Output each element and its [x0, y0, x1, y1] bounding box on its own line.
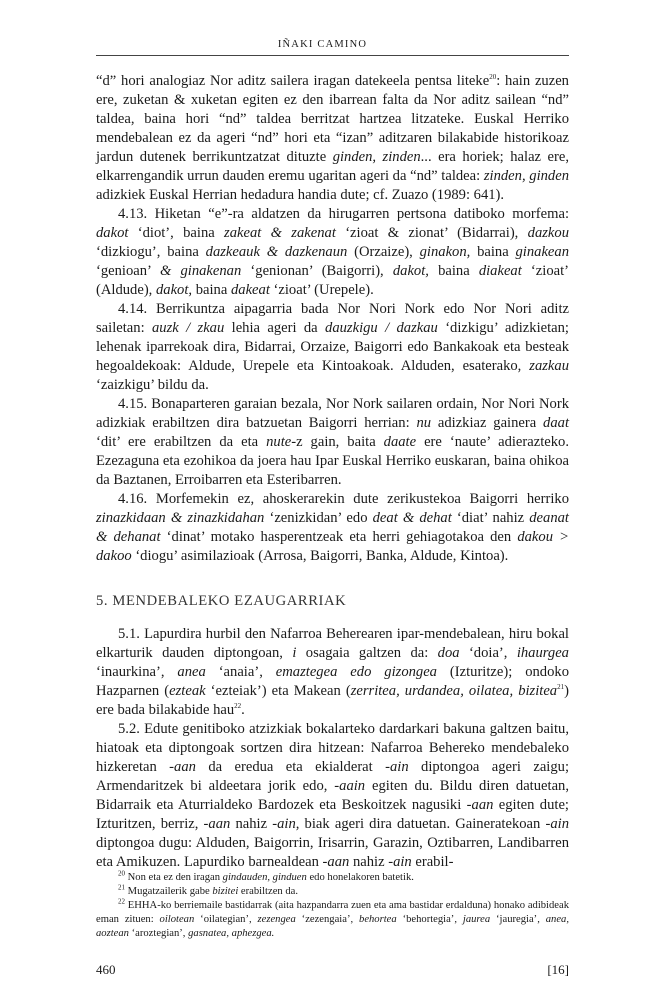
text-run: 4.14. Berrikuntza aipagarria bada Nor Nori Nork edo Nor Nori aditz sailetan:	[96, 301, 569, 336]
italic-term: dakou > dakoo	[96, 529, 569, 564]
italic-term: -aan	[203, 816, 231, 832]
italic-term: dakot	[96, 225, 129, 241]
text-run: ‘aroztegian’,	[128, 928, 189, 939]
text-run: ‘inaurkina’,	[96, 664, 178, 680]
italic-term: diakeat	[478, 263, 522, 279]
text-run: ‘ezteiak’) eta Makean (	[205, 683, 351, 699]
text-run: ‘zioat & zionat’ (Bidarrai),	[335, 225, 528, 241]
italic-term: -aan	[169, 759, 196, 775]
italic-term: zakeat & zakenat	[224, 225, 336, 241]
footnote-marker: 21	[118, 883, 125, 892]
italic-term: gasnatea, aphezgea.	[188, 928, 275, 939]
text-run: 4.13. Hiketan “e”-ra aldatzen da hirugarren pertsona datiboko morfema:	[118, 206, 569, 222]
italic-term: i	[292, 645, 297, 661]
italic-term: deanat & dehanat	[96, 510, 569, 545]
paragraph-4-14	[96, 300, 569, 395]
text-run: -z gain, baita	[291, 434, 384, 450]
italic-term: zazkau	[529, 358, 569, 374]
text-run: diptongoa ageri zaigu; Armendaritzek bi aldeetara jorik edo,	[96, 759, 569, 794]
text-run: ‘genionan’ (Baigorri),	[241, 263, 393, 279]
italic-term: ginden, zinden	[332, 149, 421, 165]
italic-term: gindauden, ginduen	[222, 872, 307, 883]
italic-term: dakot,	[155, 282, 193, 298]
text-run: erabil-	[411, 854, 454, 870]
italic-term: doa	[437, 645, 460, 661]
text-run: biak ageri dira datuetan. Gaineratekoan	[299, 816, 546, 832]
text-run: : hain zuzen ere, zuketan & xuketan egiten ez den ibarrean falta da Nor aditz sailean “nd” taldea, baina hori “nd” taldea berritzat hartzea litzateke. Euskal Herriko mendebalean ez da ageri “nd” hori eta “izan” aditzaren bilakabide historikoaz jardun dutenek berrikuntzatzat dituzte	[96, 73, 569, 165]
text-run: 4.15. Bonaparteren garaian bezala, Nor Nork sailaren ordain, Nor Nori Nork adizkiak erabiltzen dira batzuetan Baigorri herrian:	[96, 396, 569, 431]
text-run: ‘diat’ nahiz	[451, 510, 530, 526]
footnote-22	[96, 899, 569, 941]
text-run: ‘jauregia’,	[490, 914, 546, 925]
text-run: 5.2. Edute genitiboko atzizkiak bokalarteko dardarkari bakuna galtzen baitu, hiatoak eta diptongoak sortzen dira hitzean: Nafarroa Behereko mendebaleko hizkeretan	[96, 721, 569, 775]
text-run: ‘zenizkidan’ edo	[264, 510, 373, 526]
italic-term: ezteak	[169, 683, 206, 699]
italic-term: ginakon,	[419, 244, 471, 260]
paragraph-5-2	[96, 720, 569, 872]
text-run: adizkiaz gainera	[431, 415, 544, 431]
text-run: EHHA-ko berriemaile bastidarrak (aita hazpandarra zuen eta ama bastidar erdalduna) honako adibideak eman zituen:	[96, 900, 569, 925]
italic-term: dakeat	[230, 282, 270, 298]
text-run: osagaia galtzen da:	[296, 645, 438, 661]
text-run: ) ere bada bilakabide hau	[96, 683, 569, 718]
text-run: ‘zioat’ (Aldude),	[96, 263, 570, 298]
page-number: 460	[96, 962, 116, 977]
text-run: lehia ageri da	[224, 320, 326, 336]
text-run: egiten dute; Izturitzen, berriz,	[96, 797, 569, 832]
text-run: ‘dinat’ motako hasperentzeak eta herri gehiagotakoa den	[160, 529, 518, 545]
paragraph-4-15	[96, 395, 569, 490]
italic-term: zezengea	[257, 914, 296, 925]
text-run: ‘zezengaia’,	[295, 914, 360, 925]
footnote-21	[96, 885, 569, 899]
text-run: ... era horiek; halaz ere, elkarrengandik urrun dauden eremu ugaritan ageri da “nd” taldea:	[96, 149, 569, 184]
italic-term: jaurea	[462, 914, 491, 925]
italic-term: anea	[177, 664, 206, 680]
text-run: baina	[470, 244, 516, 260]
text-run: ‘diogu’ asimilazioak (Arrosa, Baigorri, Banka, Aldude, Kintoa).	[131, 548, 509, 564]
italic-term: ihaurgea	[516, 645, 569, 661]
italic-term: daat	[543, 415, 569, 431]
footnote-marker: 22	[118, 897, 125, 906]
text-run: diptongoa dugu: Alduden, Baigorrin, Irisarrin, Garazin, Oztibarren, Landibarren eta Amikuzen. Lapurdiko barnealdean	[96, 835, 569, 870]
text-run: baina	[192, 282, 231, 298]
text-run: ‘genioan’	[96, 263, 160, 279]
paragraph-4-16	[96, 490, 569, 566]
text-run: (Orzaize),	[347, 244, 420, 260]
text-run: adizkiek Euskal Herrian hedadura handia dute; cf. Zuazo (1989: 641).	[96, 187, 505, 203]
italic-term: dazkou	[527, 225, 569, 241]
italic-term: daate	[383, 434, 417, 450]
paragraph-4-12-continued	[96, 72, 569, 205]
text-run: egiten du. Bildu diren datuetan, Bidarraik eta Aturrialdeko Bardozek eta Beskoitzek nagusiki	[96, 778, 569, 813]
section-heading: 5. MENDEBALEKO EZAUGARRIAK	[96, 593, 347, 609]
italic-term: zinden, ginden	[483, 168, 569, 184]
text-run: edo honelakoren batetik.	[306, 872, 414, 883]
italic-term: -ain,	[272, 816, 300, 832]
text-run: ‘dizkigu’ adizkietan; lehenak iparrekoak dira, Bidarrai, Orzaize, Baigorri edo Bankakoak eta besteak hegoaldekoak: Aldude, Urepele eta Kintoakoak. Alduden, esaterako,	[96, 320, 569, 374]
footnote-marker: 20	[118, 869, 125, 878]
header-rule	[96, 55, 569, 56]
italic-term: dakot,	[392, 263, 429, 279]
text-run: ‘zioat’ (Urepele).	[269, 282, 374, 298]
italic-term: auzk / zkau	[152, 320, 225, 336]
text-run: ‘dit’ ere erabiltzen da eta	[96, 434, 267, 450]
text-run: da eredua eta ekialderat	[195, 759, 386, 775]
italic-term: zerritea, urdandea, oilatea, bizitea	[350, 683, 558, 699]
text-run: ‘behortegia’,	[396, 914, 463, 925]
text-run: ere ‘naute’ adierazteko. Ezezaguna eta ezohikoa da joera hau Ipar Euskal Herriko euskaran, baina ohikoa da Baztanen, Erroibarren eta Esteribarren.	[96, 434, 569, 488]
italic-term: dazkeauk & dazkenaun	[205, 244, 348, 260]
italic-term: nu	[416, 415, 432, 431]
italic-term: anea, aoztean	[96, 914, 569, 939]
text-run: ‘doia’,	[459, 645, 517, 661]
footnote-marker: 20	[489, 73, 497, 82]
italic-term: zinazkidaan & zinazkidahan	[96, 510, 265, 526]
italic-term: dauzkigu / dazkau	[325, 320, 438, 336]
italic-term: deat & dehat	[372, 510, 452, 526]
text-run: Mugatzailerik gabe	[125, 886, 213, 897]
italic-term: & ginakenan	[159, 263, 242, 279]
text-run: 5.1. Lapurdira hurbil den Nafarroa Beherearen ipar-mendebalean, hiru bokal elkarturik dauden diptongoan,	[96, 626, 569, 661]
italic-term: oilotean	[159, 914, 195, 925]
text-run: baina	[428, 263, 479, 279]
body-text	[96, 72, 569, 872]
text-run: erabiltzen da.	[238, 886, 298, 897]
text-run: ‘zaizkigu’ bildu da.	[96, 377, 209, 393]
text-run: 4.16. Morfemekin ez, ahoskerarekin dute zerikustekoa Baigorri herriko	[118, 491, 569, 507]
footnotes	[96, 871, 569, 941]
page-bracket-number: [16]	[547, 962, 569, 977]
text-run: nahiz	[349, 854, 389, 870]
text-run: (Izturitze); ondoko Hazparnen (	[96, 664, 569, 699]
footnote-marker: 21	[557, 683, 565, 692]
paragraph-4-13	[96, 205, 569, 300]
text-run: .	[241, 702, 245, 718]
italic-term: -aain	[334, 778, 366, 794]
italic-term: ginakean	[515, 244, 569, 260]
italic-term: nute	[266, 434, 292, 450]
footnote-marker: 22	[234, 702, 242, 711]
text-run: nahiz	[230, 816, 273, 832]
text-run: ‘dizkiogu’, baina	[96, 244, 206, 260]
paragraph-5-1	[96, 625, 569, 720]
italic-term: -aan	[322, 854, 350, 870]
italic-term: bizitei	[212, 886, 239, 897]
italic-term: emaztegea edo gizongea	[275, 664, 437, 680]
italic-term: behortea	[359, 914, 397, 925]
italic-term: -ain	[388, 854, 412, 870]
italic-term: -ain	[545, 816, 569, 832]
running-head: IÑAKI CAMINO	[277, 39, 368, 50]
text-run: “d” hori analogiaz Nor aditz sailera iragan datekeela pentsa liteke	[96, 73, 490, 89]
italic-term: -aan	[466, 797, 494, 813]
text-run: ‘diot’, baina	[128, 225, 225, 241]
footnote-20	[96, 871, 569, 885]
italic-term: -ain	[385, 759, 409, 775]
text-run: ‘oilategian’,	[194, 914, 258, 925]
text-run: Non eta ez den iragan	[125, 872, 223, 883]
text-run: ‘anaia’,	[205, 664, 276, 680]
